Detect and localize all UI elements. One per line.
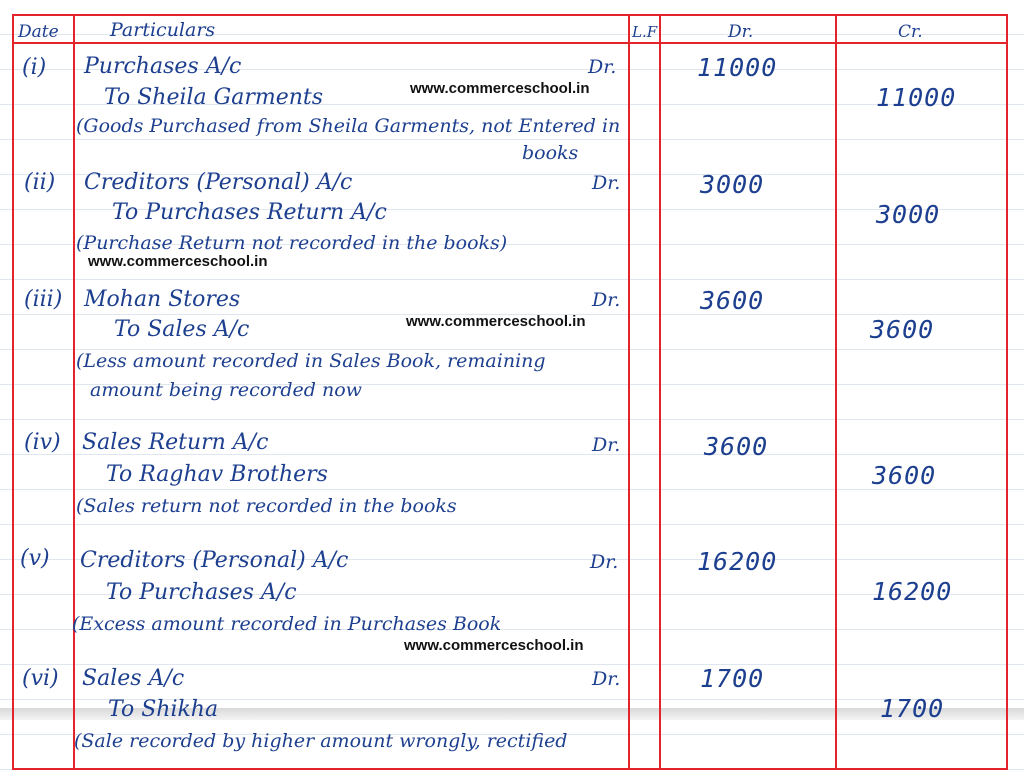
credit-account: To Purchases Return A/c	[112, 200, 387, 225]
watermark-text: www.commerceschool.in	[410, 80, 590, 97]
dr-mark: Dr.	[592, 434, 621, 456]
dr-column-divider	[835, 14, 837, 770]
debit-amount: 3000	[700, 170, 765, 199]
debit-account: Mohan Stores	[84, 287, 241, 312]
credit-amount: 11000	[876, 83, 957, 112]
debit-amount: 11000	[697, 53, 778, 82]
left-border	[12, 14, 14, 770]
debit-account: Sales Return A/c	[82, 430, 269, 455]
watermark-text: www.commerceschool.in	[88, 253, 268, 270]
narration-line: (Purchase Return not recorded in the books)	[76, 232, 508, 254]
right-border	[1006, 14, 1008, 770]
dr-mark: Dr.	[592, 172, 621, 194]
dr-mark: Dr.	[592, 289, 621, 311]
credit-account: To Shikha	[108, 697, 219, 722]
header-date: Date	[18, 22, 59, 42]
entry-number: (i)	[22, 55, 47, 80]
debit-amount: 3600	[704, 432, 769, 461]
credit-account: To Sheila Garments	[104, 85, 324, 110]
debit-amount: 16200	[697, 547, 778, 576]
narration-line: (Less amount recorded in Sales Book, remaining	[76, 350, 546, 372]
debit-amount: 3600	[700, 286, 765, 315]
dr-mark: Dr.	[590, 551, 619, 573]
credit-amount: 1700	[880, 694, 945, 723]
dr-mark: Dr.	[592, 668, 621, 690]
lf-column-divider	[659, 14, 661, 770]
narration-line: books	[522, 142, 579, 164]
table-bottom-border	[12, 768, 1008, 770]
dr-mark: Dr.	[588, 56, 617, 78]
narration-line: (Goods Purchased from Sheila Garments, not Entered in	[76, 115, 621, 137]
narration-line: (Excess amount recorded in Purchases Book	[72, 613, 502, 635]
date-column-divider	[73, 14, 75, 770]
narration-line: (Sale recorded by higher amount wrongly, rectified	[74, 730, 568, 752]
entry-number: (v)	[20, 546, 50, 571]
entry-number: (iii)	[24, 287, 63, 312]
narration-line: amount being recorded now	[90, 379, 362, 401]
credit-account: To Raghav Brothers	[106, 462, 328, 487]
credit-account: To Purchases A/c	[106, 580, 297, 605]
debit-account: Creditors (Personal) A/c	[80, 548, 349, 573]
particulars-column-divider	[628, 14, 630, 770]
header-lf: L.F	[632, 23, 658, 41]
watermark-text: www.commerceschool.in	[406, 313, 586, 330]
header-dr: Dr.	[728, 22, 754, 42]
credit-account: To Sales A/c	[114, 317, 250, 342]
table-top-border	[12, 14, 1008, 16]
debit-account: Creditors (Personal) A/c	[84, 170, 353, 195]
debit-account: Purchases A/c	[84, 54, 242, 79]
narration-line: (Sales return not recorded in the books	[76, 495, 457, 517]
debit-amount: 1700	[700, 664, 765, 693]
entry-number: (ii)	[24, 170, 56, 195]
debit-account: Sales A/c	[82, 666, 185, 691]
header-particulars: Particulars	[110, 19, 216, 41]
entry-number: (vi)	[22, 666, 59, 691]
credit-amount: 16200	[872, 577, 953, 606]
header-cr: Cr.	[898, 22, 923, 42]
credit-amount: 3000	[876, 200, 941, 229]
credit-amount: 3600	[870, 315, 935, 344]
entry-number: (iv)	[24, 430, 61, 455]
credit-amount: 3600	[872, 461, 937, 490]
watermark-text: www.commerceschool.in	[404, 637, 584, 654]
